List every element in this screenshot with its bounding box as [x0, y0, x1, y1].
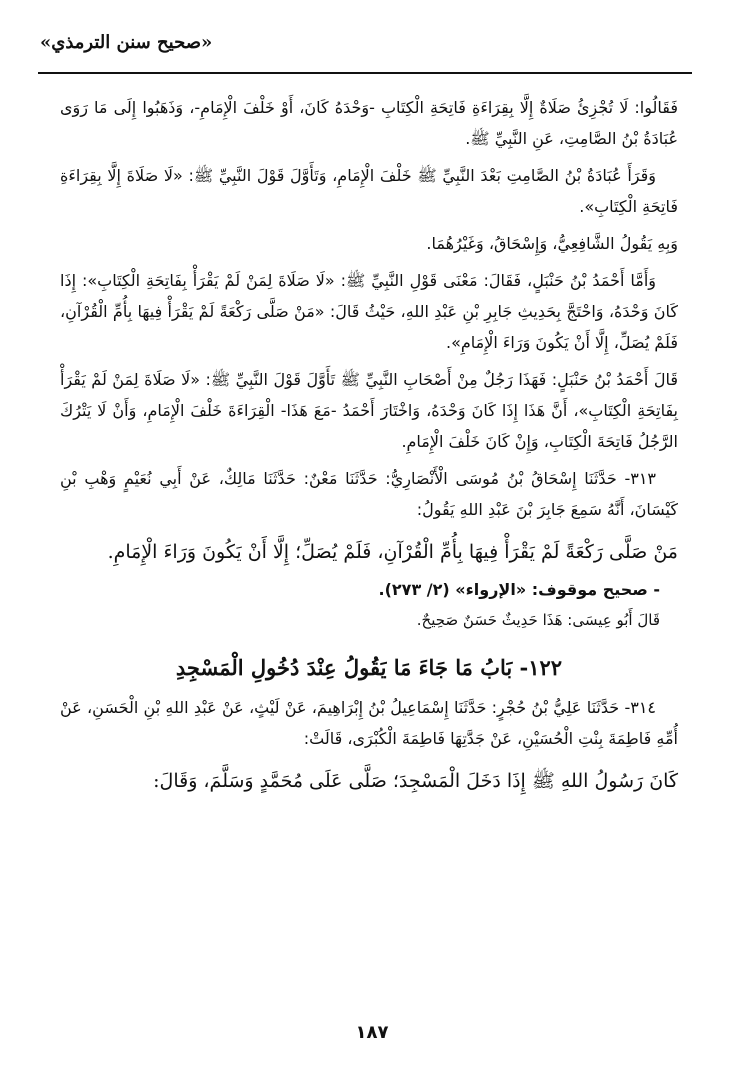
paragraph-2: وَقَرَأَ عُبَادَةُ بْنُ الصَّامِتِ بَعْدَ النَّبِيِّ ﷺ خَلْفَ الْإِمَامِ، وَتَأَوَّلَ قَوْلَ النَّبِيِّ ﷺ: «لَا صَلَاةَ إِلَّا بِقِرَاءَةِ فَاتِحَةِ الْكِتَابِ».: [60, 166, 678, 216]
paragraph-3: وَبِهِ يَقُولُ الشَّافِعِيُّ، وَإِسْحَاقُ، وَغَيْرُهُمَا.: [426, 234, 678, 253]
hadith-313-note: قَالَ أَبُو عِيسَى: هَذَا حَدِيثٌ حَسَنٌ صَحِيحٌ.: [416, 611, 660, 629]
hadith-313-grade: - صحيح موقوف: «الإرواء» (٢/ ٢٧٣).: [378, 580, 660, 599]
chapter-title: ١٢٢- بَابُ مَا جَاءَ مَا يَقُولُ عِنْدَ دُخُولِ الْمَسْجِدِ: [175, 655, 563, 680]
page-body: [60, 92, 678, 804]
isnad-313: ٣١٣- حَدَّثَنَا إِسْحَاقُ بْنُ مُوسَى الْأَنْصَارِيُّ: حَدَّثَنَا مَعْنٌ: حَدَّثَنَا مَالِكٌ، عَنْ أَبِي نُعَيْمٍ وَهْبِ بْنِ كَيْسَانَ، أَنَّهُ سَمِعَ جَابِرَ بْنَ عَبْدِ اللهِ يَقُولُ:: [60, 469, 678, 519]
hadith-313-text: مَنْ صَلَّى رَكْعَةً لَمْ يَقْرَأْ فِيهَا بِأُمِّ الْقُرْآنِ، فَلَمْ يُصَلِّ؛ إِلَّا أَنْ يَكُونَ وَرَاءَ الْإِمَامِ.: [107, 541, 678, 563]
hadith-314-text: كَانَ رَسُولُ اللهِ ﷺ إِذَا دَخَلَ الْمَسْجِدَ؛ صَلَّى عَلَى مُحَمَّدٍ وَسَلَّمَ، وَقَالَ:: [153, 770, 678, 792]
header-rule: [38, 72, 692, 74]
paragraph-5: قَالَ أَحْمَدُ بْنُ حَنْبَلٍ: فَهَذَا رَجُلٌ مِنْ أَصْحَابِ النَّبِيِّ ﷺ تَأَوَّلَ قَوْلَ النَّبِيِّ ﷺ: «لَا صَلَاةَ لِمَنْ لَمْ يَقْرَأْ بِفَاتِحَةِ الْكِتَابِ»، أَنَّ هَذَا إِذَا كَانَ وَحْدَهُ، وَاخْتَارَ أَحْمَدُ -مَعَ هَذَا- الْقِرَاءَةَ خَلْفَ الْإِمَامِ، وَأَنْ لَا يَتْرُكَ الرَّجُلُ فَاتِحَةَ الْكِتَابِ، وَإِنْ كَانَ خَلْفَ الْإِمَامِ.: [60, 370, 678, 451]
paragraph-4: وَأَمَّا أَحْمَدُ بْنُ حَنْبَلٍ، فَقَالَ: مَعْنَى قَوْلِ النَّبِيِّ ﷺ: «لَا صَلَاةَ لِمَنْ لَمْ يَقْرَأْ بِفَاتِحَةِ الْكِتَابِ»: إِذَا كَانَ وَحْدَهُ، وَاحْتَجَّ بِحَدِيثِ جَابِرِ بْنِ عَبْدِ اللهِ، حَيْثُ قَالَ: «مَنْ صَلَّى رَكْعَةً لَمْ يَقْرَأْ فِيهَا بِأُمِّ الْقُرْآنِ، فَلَمْ يُصَلِّ، إِلَّا أَنْ يَكُونَ وَرَاءَ الْإِمَامِ».: [60, 271, 678, 352]
running-head: «صحيح سنن الترمذي»: [40, 32, 213, 53]
isnad-314: ٣١٤- حَدَّثَنَا عَلِيُّ بْنُ حُجْرٍ: حَدَّثَنَا إِسْمَاعِيلُ بْنُ إِبْرَاهِيمَ، عَنْ لَيْثٍ، عَنْ عَبْدِ اللهِ بْنِ الْحَسَنِ، عَنْ أُمِّهِ فَاطِمَةَ بِنْتِ الْحُسَيْنِ، عَنْ جَدَّتِهَا فَاطِمَةَ الْكُبْرَى، قَالَتْ:: [60, 698, 678, 748]
paragraph-1: فَقَالُوا: لَا تُجْزِئُ صَلَاةٌ إِلَّا بِقِرَاءَةِ فَاتِحَةِ الْكِتَابِ -وَحْدَهُ كَانَ، أَوْ خَلْفَ الْإِمَامِ-، وَذَهَبُوا إِلَى مَا رَوَى عُبَادَةُ بْنُ الصَّامِتِ، عَنِ النَّبِيِّ ﷺ.: [60, 98, 678, 148]
page-number: ١٨٧: [355, 1022, 389, 1043]
